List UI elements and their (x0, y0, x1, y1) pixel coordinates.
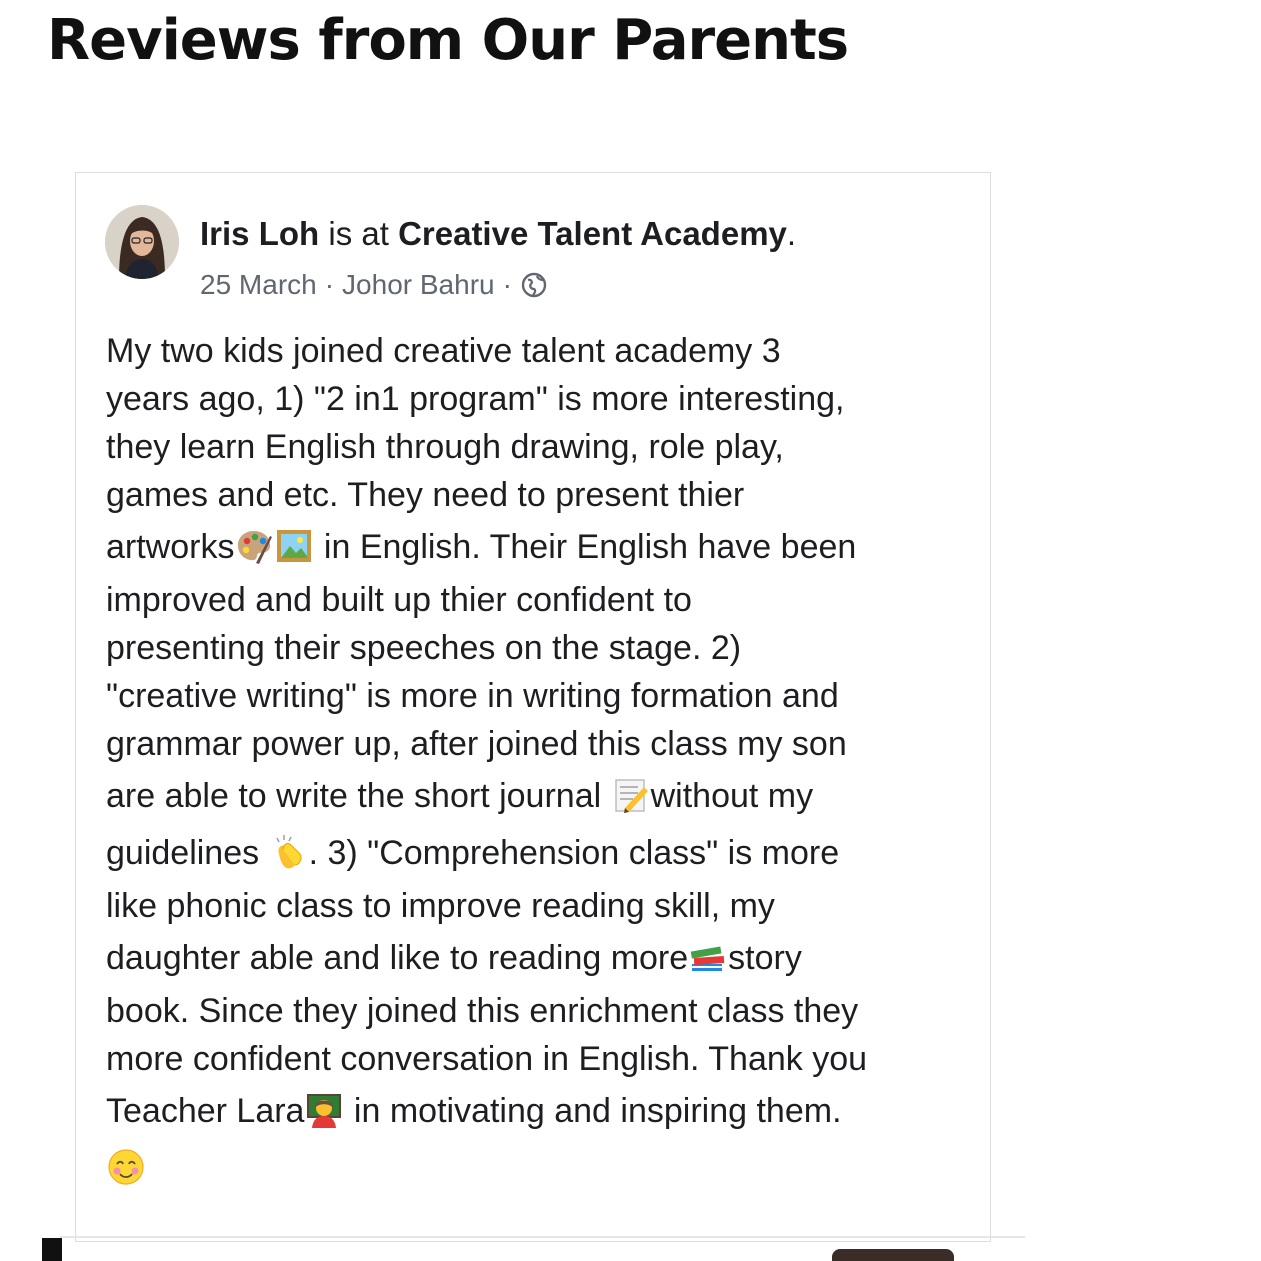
body-line: they learn English through drawing, role play, (106, 428, 784, 466)
body-text: guidelines (106, 834, 260, 872)
body-line (106, 768, 976, 825)
teacher-icon (304, 1090, 344, 1130)
body-text: are able to write the short journal (106, 777, 602, 815)
body-line: games and etc. They need to present thier (106, 476, 745, 514)
body-line: book. Since they joined this enrichment class they (106, 992, 859, 1030)
framed-picture-icon (274, 526, 314, 566)
body-line (106, 825, 976, 882)
post-location[interactable]: Johor Bahru (342, 269, 495, 300)
smiling-face-icon (106, 1147, 146, 1187)
memo-icon (611, 775, 651, 815)
body-text: artworks (106, 528, 235, 566)
body-text: in English. Their English have been (323, 528, 857, 566)
header-connector: is at (328, 215, 389, 252)
header-period: . (786, 215, 797, 252)
body-text: Teacher Lara (106, 1092, 305, 1130)
meta-separator: · (502, 269, 512, 300)
bottom-edge-mark (42, 1238, 62, 1261)
body-text: story (728, 939, 802, 977)
body-line (106, 1083, 976, 1140)
books-icon (688, 937, 728, 977)
globe-icon[interactable] (520, 271, 548, 299)
body-line (106, 930, 976, 987)
body-line: presenting their speeches on the stage. 2) (106, 629, 742, 667)
body-line: more confident conversation in English. Thank you (106, 1040, 868, 1078)
post-header (200, 215, 796, 253)
post-body (106, 327, 976, 1197)
author-name-link[interactable]: Iris Loh (200, 215, 320, 252)
post-meta (200, 269, 548, 301)
body-text: in motivating and inspiring them. (353, 1092, 842, 1130)
place-link[interactable]: Creative Talent Academy (398, 215, 787, 252)
body-text: without my (650, 777, 814, 815)
body-line (106, 519, 976, 576)
author-avatar[interactable] (105, 205, 179, 279)
palette-icon (234, 526, 274, 566)
clapping-hands-icon (269, 832, 309, 872)
body-line: like phonic class to improve reading skill, my (106, 887, 775, 925)
body-text: . 3) "Comprehension class" is more (308, 834, 840, 872)
body-text: daughter able and like to reading more (106, 939, 689, 977)
body-line: My two kids joined creative talent academy 3 (106, 332, 781, 370)
review-post-card (75, 172, 991, 1242)
post-date[interactable]: 25 March (200, 269, 317, 300)
body-line: "creative writing" is more in writing formation and (106, 677, 839, 715)
bottom-divider (60, 1236, 1025, 1238)
page-title: Reviews from Our Parents (47, 8, 849, 73)
bottom-button[interactable] (832, 1249, 954, 1261)
body-line: improved and built up thier confident to (106, 581, 692, 619)
body-line: grammar power up, after joined this class my son (106, 725, 847, 763)
meta-separator: · (324, 269, 335, 300)
body-line (106, 1140, 976, 1197)
body-line: years ago, 1) "2 in1 program" is more interesting, (106, 380, 845, 418)
